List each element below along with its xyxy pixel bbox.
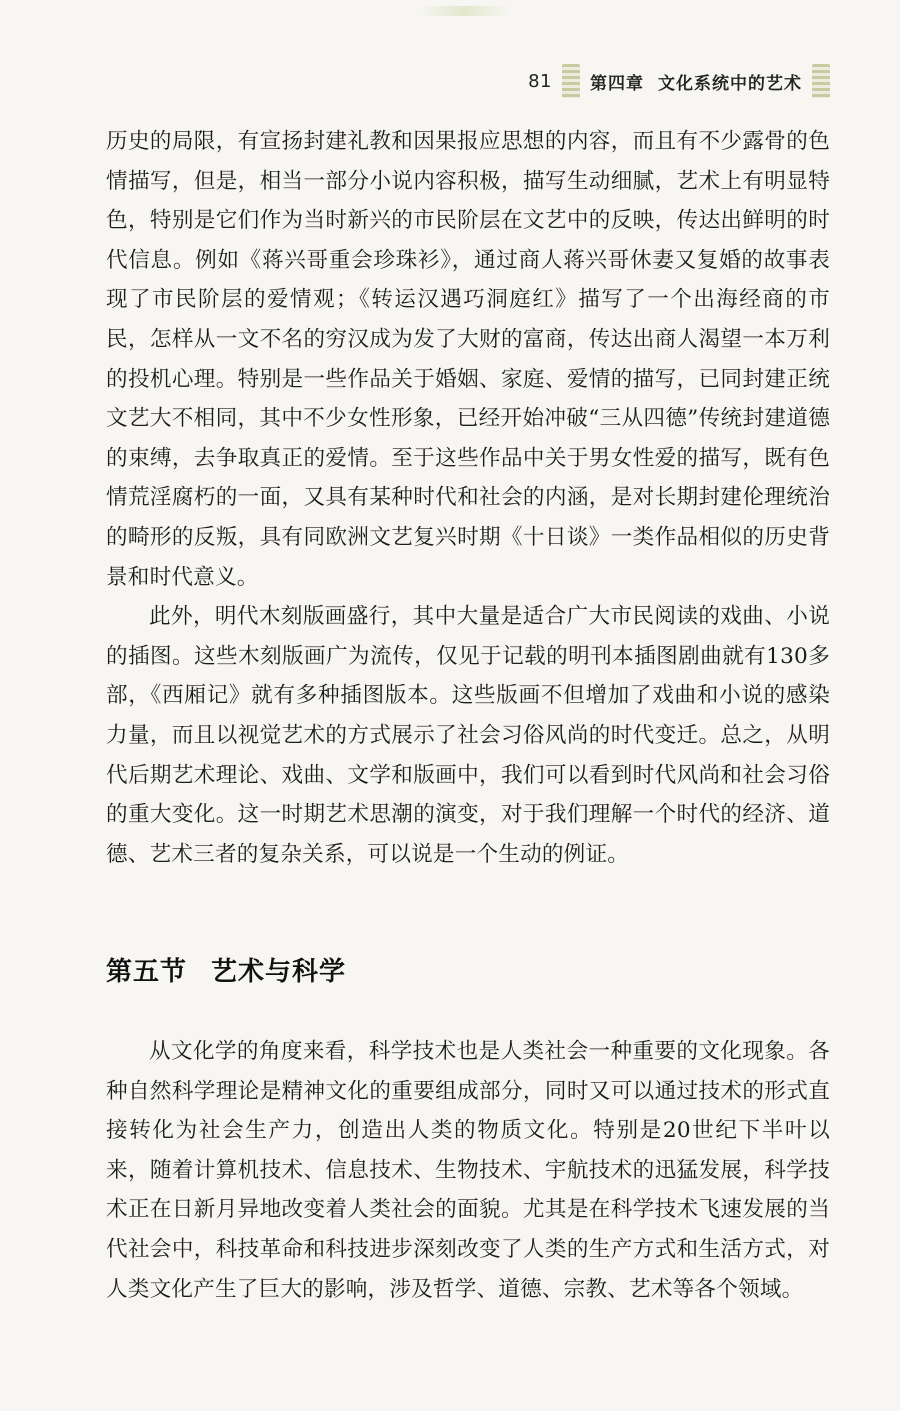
section-heading — [106, 951, 346, 988]
chapter-number: 第四章 — [590, 73, 644, 94]
chapter-title — [590, 69, 802, 94]
paragraph: 从文化学的角度来看，科学技术也是人类社会一种重要的文化现象。各种自然科学理论是精神文化的重要组成部分，同时又可以通过技术的形式直接转化为社会生产力，创造出人类的物质文化。特别是20世纪下半叶以来，随着计算机技术、信息技术、生物技术、宇航技术的迅猛发展，科学技术正在日新月异地改变着人类社会的面貌。尤其是在科学技术飞速发展的当代社会中，科技革命和科技进步深刻改变了人类的生产方式和生活方式，对人类文化产生了巨大的影响，涉及哲学、道德、宗教、艺术等各个领域。 — [106, 1039, 830, 1302]
body-text — [106, 122, 830, 874]
chapter-name: 文化系统中的艺术 — [658, 73, 802, 94]
ornament-bar — [562, 64, 580, 98]
section-body — [106, 1032, 830, 1309]
section-number: 第五节 — [106, 957, 188, 987]
paragraph: 此外，明代木刻版画盛行，其中大量是适合广大市民阅读的戏曲、小说的插图。这些木刻版画广为流传，仅见于记载的明刊本插图剧曲就有130多部，《西厢记》就有多种插图版本。这些版画不但增加了戏曲和小说的感染力量，而且以视觉艺术的方式展示了社会习俗风尚的时代变迁。总之，从明代后期艺术理论、戏曲、文学和版画中，我们可以看到时代风尚和社会习俗的重大变化。这一时期艺术思潮的演变，对于我们理解一个时代的经济、道德、艺术三者的复杂关系，可以说是一个生动的例证。 — [106, 604, 830, 867]
ornament-bar-right — [812, 64, 830, 98]
running-head — [528, 64, 830, 98]
paragraph: 历史的局限，有宣扬封建礼教和因果报应思想的内容，而且有不少露骨的色情描写，但是，相当一部分小说内容积极，描写生动细腻，艺术上有明显特色，特别是它们作为当时新兴的市民阶层在文艺中的反映，传达出鲜明的时代信息。例如《蒋兴哥重会珍珠衫》，通过商人蒋兴哥休妻又复婚的故事表现了市民阶层的爱情观；《转运汉遇巧洞庭红》描写了一个出海经商的市民，怎样从一文不名的穷汉成为发了大财的富商，传达出商人渴望一本万利的投机心理。特别是一些作品关于婚姻、家庭、爱情的描写，已同封建正统文艺大不相同，其中不少女性形象，已经开始冲破“三从四德”传统封建道德的束缚，去争取真正的爱情。至于这些作品中关于男女性爱的描写，既有色情荒淫腐朽的一面，又具有某种时代和社会的内涵，是对长期封建伦理统治的畸形的反叛，具有同欧洲文艺复兴时期《十日谈》一类作品相似的历史背景和时代意义。 — [106, 129, 830, 590]
section-title: 艺术与科学 — [211, 957, 347, 987]
top-ornament-band — [420, 6, 510, 16]
page-number: 81 — [528, 70, 552, 92]
top-decoration — [0, 0, 900, 22]
